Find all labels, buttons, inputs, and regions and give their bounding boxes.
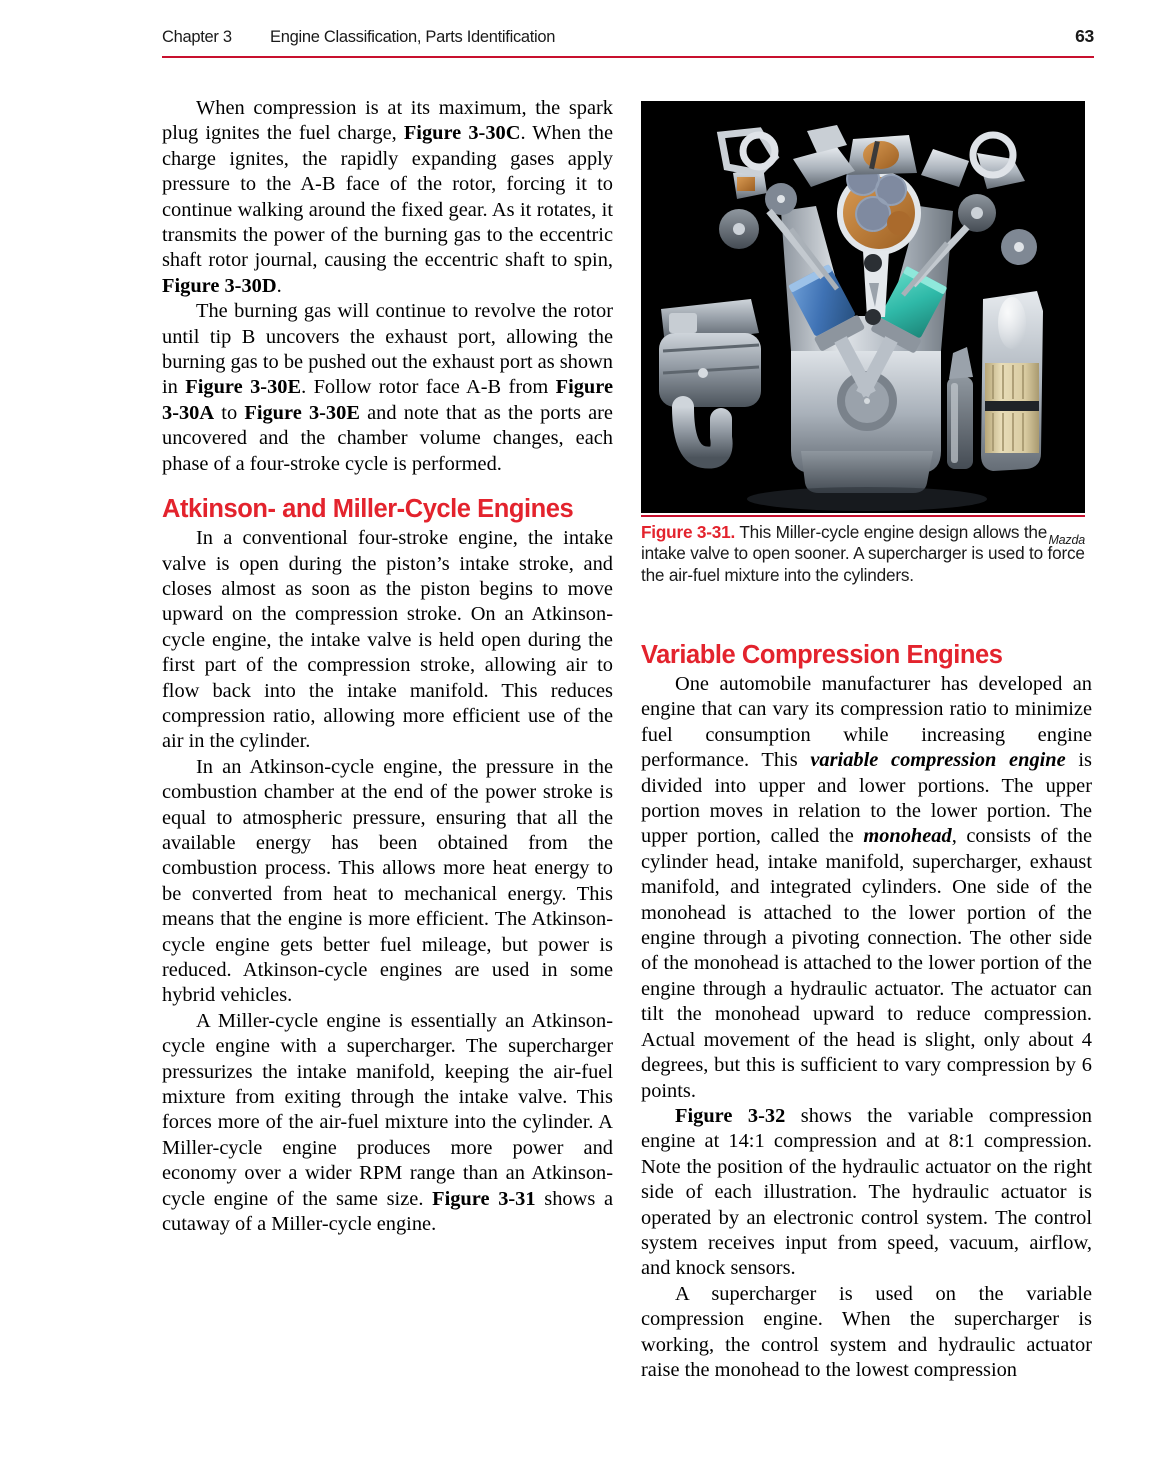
- section-heading-variable-compression: Variable Compression Engines: [641, 641, 1003, 669]
- paragraph-atkinson-pressure: In an Atkinson-cycle engine, the pressure in the combustion chamber at the end of the power stroke is equal to atmospheric pressure, ensuring that all the available energy has been obtained from the combustion process. This allows more heat energy to be converted from heat to mechanical energy. This means that the engine is more efficient. The Atkinson-cycle engine gets better fuel mileage, but power is reduced. Atkinson-cycle engines are used in some hybrid vehicles.: [162, 755, 613, 1007]
- figure-number-label: Figure 3-31.: [641, 521, 736, 542]
- paragraph-miller-cycle: A Miller-cycle engine is essentially an Atkinson-cycle engine with a supercharger. The supercharger pressurizes the intake manifold, keeping the air-fuel mixture from exiting through the intake valve. This forces more of the air-fuel mixture into the cylinder. A Miller-cycle engine produces more power and economy over a wider RPM range than an Atkinson-cycle engine of the same size. Figure 3-31 shows a cutaway of a Miller-cycle engine.: [162, 1009, 613, 1236]
- paragraph-supercharger-used: A supercharger is used on the variable compression engine. When the supercharger is working, the control system and hydraulic actuator raise the monohead to the lowest compression: [641, 1282, 1092, 1381]
- figure-rule: [641, 515, 1085, 517]
- engine-cutaway-photo: [641, 101, 1085, 513]
- right-column: [641, 640, 1092, 1383]
- figure-3-31: [641, 101, 1085, 586]
- left-column: [162, 96, 613, 1237]
- paragraph-compression-maximum: When compression is at its maximum, the spark plug ignites the fuel charge, Figure 3-30C. When the charge ignites, the rapidly expanding gases apply pressure to the A-B face of the rotor, forcing it to continue walking around the fixed gear. As it rotates, it transmits the power of the burning gas to the eccentric shaft rotor journal, causing the eccentric shaft to spin, Figure 3-30D.: [162, 97, 613, 297]
- paragraph-conventional-four-stroke: In a conventional four-stroke engine, the intake valve is open during the piston’s intake stroke, and closes almost as soon as the piston begins to move upward on the compression stroke. On an Atkinson-cycle engine, the intake valve is held open during the first part of the compression stroke, allowing air to flow back into the intake manifold. This reduces compression ratio, allowing more efficient use of the air in the cylinder.: [162, 527, 613, 753]
- running-head: [162, 26, 1094, 56]
- section-heading-atkinson-miller: Atkinson- and Miller-Cycle Engines: [162, 495, 574, 524]
- figure-caption: [641, 522, 1085, 587]
- figure-caption-text: This Miller-cycle engine design allows the intake valve to open sooner. A supercharger is used to force the air-fuel mixture into the cylinders.: [641, 521, 1085, 585]
- running-head-chapter-number: Chapter 3: [162, 28, 232, 46]
- running-head-rule: [162, 56, 1094, 58]
- page-number: 63: [1075, 26, 1094, 46]
- paragraph-figure-3-32: Figure 3-32 shows the variable compression engine at 14:1 compression and at 8:1 compression. Note the position of the hydraulic actuator on the right side of each illustration. The hydraulic actuator is operated by an electronic control system. The control system receives input from speed, vacuum, airflow, and knock sensors.: [641, 1104, 1092, 1280]
- figure-credit: Mazda: [1048, 532, 1085, 547]
- running-head-chapter-title: Engine Classification, Parts Identification: [270, 28, 556, 46]
- engine-cutaway-illustration: [641, 101, 1085, 513]
- paragraph-burning-gas-revolve: The burning gas will continue to revolve the rotor until tip B uncovers the exhaust port, allowing the burning gas to be pushed out the exhaust port as shown in Figure 3-30E. Follow rotor face A-B from Figure 3-30A to Figure 3-30E and note that as the ports are uncovered and the chamber volume changes, each phase of a four-stroke cycle is performed.: [162, 300, 613, 475]
- paragraph-one-manufacturer: One automobile manufacturer has developed an engine that can vary its compression ratio to minimize fuel consumption while increasing engine performance. This variable compression engine is divided into upper and lower portions. The upper portion moves in relation to the lower portion. The upper portion, called the monohead, consists of the cylinder head, intake manifold, supercharger, exhaust manifold, and integrated cylinders. One side of the monohead is attached to the lower portion of the engine through a pivoting connection. The other side of the monohead is attached to the lower portion of the engine through a hydraulic actuator. The actuator can tilt the monohead upward to reduce compression. Actual movement of the head is slight, only about 4 degrees, but this is sufficient to vary compression by 6 points.: [641, 673, 1093, 1102]
